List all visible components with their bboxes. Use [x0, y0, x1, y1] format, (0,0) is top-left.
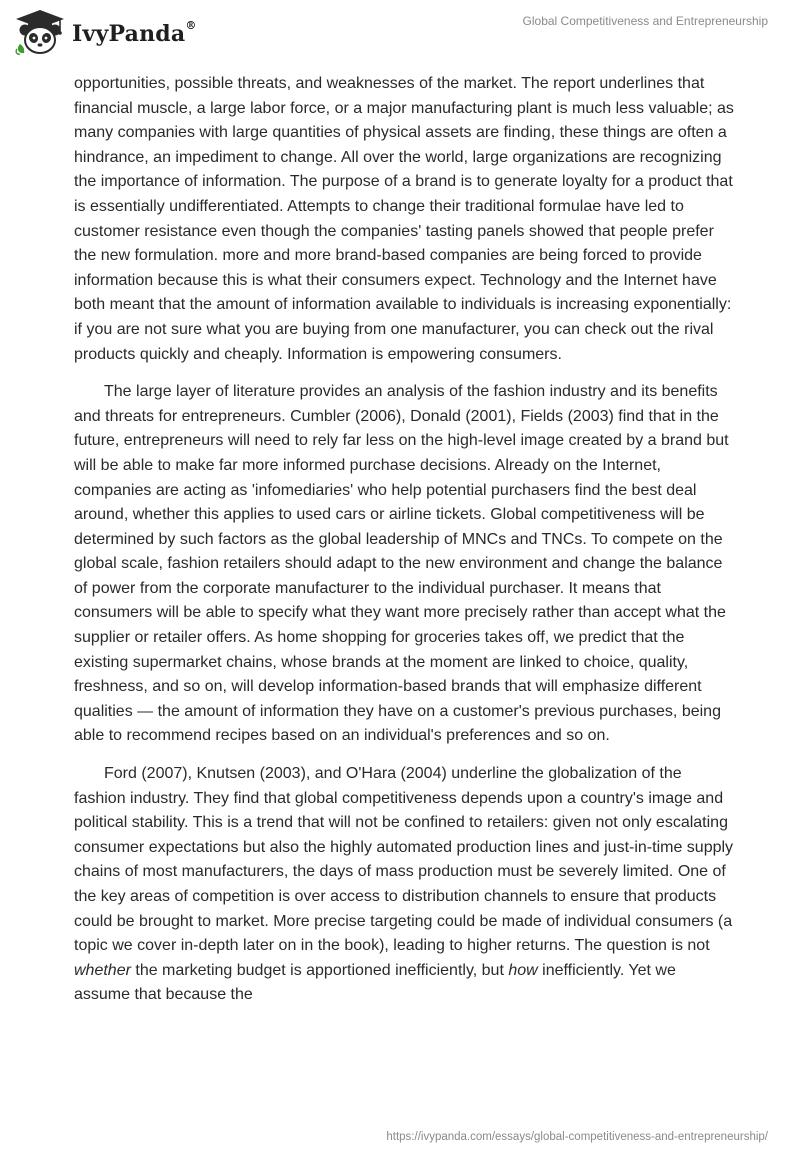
page-header: [0, 0, 800, 70]
brand-name: IvyPanda®: [72, 19, 197, 47]
paragraph-2: The large layer of literature provides an analysis of the fashion industry and its benefits and threats for entrepreneurs. Cumbler (2006), Donald (2001), Fields (2003) find that in the future, entrepreneurs will need to rely far less on the high-level image created by a brand but will be able to make far more informed purchase decisions. Already on the Internet, companies are acting as 'infomediaries' who help potential purchasers find the best deal around, whether this applies to used cars or airline tickets. Global competitiveness will be determined by such factors as the global leadership of MNCs and TNCs. To compete on the global scale, fashion retailers should adapt to the new environment and change the balance of power from the corporate manufacturer to the individual purchaser. It means that consumers will be able to specify what they want more precisely rather than accept what the supplier or retailer offers. As home shopping for groceries takes off, we predict that the existing supermarket chains, whose brands at the moment are linked to choice, quality, freshness, and so on, will develop information-based brands that will emphasize different qualities — the amount of information they have on a customer's previous purchases, being able to recommend recipes based on an individual's preferences and so on.: [74, 383, 729, 745]
ivypanda-logo[interactable]: [14, 8, 197, 56]
panda-graduation-cap-icon: [14, 8, 66, 56]
essay-body: [74, 72, 734, 1021]
paragraph-3: Ford (2007), Knutsen (2003), and O'Hara (2004) underline the globalization of the fashion industry. They find that global competitiveness depends upon a country's image and political stability. This is a trend that will not be confined to retailers: given not only escalating consumer expectations but also the highly automated production lines and just-in-time supply chains of most manufacturers, the days of mass production must be severely limited. One of the key areas of competition is over access to distribution channels to ensure that products could be brought to market. More precise targeting could be made of individual consumers (a topic we cover in-depth later on in the book), leading to higher returns. The question is not whether the marketing budget is apportioned inefficiently, but how inefficiently. Yet we assume that because the: [74, 765, 734, 1004]
document-title: Global Competitiveness and Entrepreneurship: [522, 14, 768, 28]
emphasis-whether: whether: [74, 961, 131, 979]
emphasis-how: how: [508, 961, 538, 979]
source-url[interactable]: https://ivypanda.com/essays/global-competitiveness-and-entrepreneurship/: [386, 1131, 768, 1143]
paragraph-1: opportunities, possible threats, and weaknesses of the market. The report underlines that financial muscle, a large labor force, or a major manufacturing plant is much less valuable; as many companies with large quantities of physical assets are finding, these things are often a hindrance, an impediment to change. All over the world, large organizations are recognizing the importance of information. The purpose of a brand is to generate loyalty for a product that is essentially undifferentiated. Attempts to change their traditional formulae have led to customer resistance even though the companies' tasting panels showed that people prefer the new formulation. more and more brand-based companies are being forced to provide information because this is what their consumers expect. Technology and the Internet have both meant that the amount of information available to individuals is increasing exponentially: if you are not sure what you are buying from one manufacturer, you can check out the rival products quickly and cheaply. Information is empowering consumers.: [74, 75, 734, 363]
